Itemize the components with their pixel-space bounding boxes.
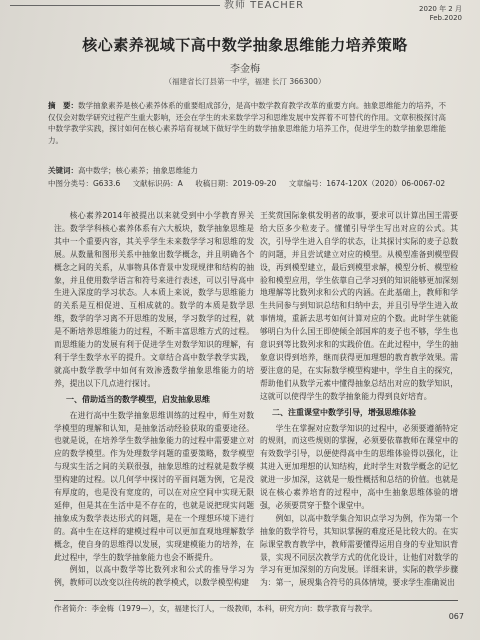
page-number: 067 xyxy=(448,612,464,621)
header-rule xyxy=(10,5,220,6)
paragraph: 例如，以高中数学集合知识点学习为例，作为第一个抽象的数学符号，其知识掌握的难度还是比较大的。在实际课堂教育教学中，教师需要懂得运用自身的专业知识背景，实现不同层次教学方式的优化设计，让他们对数学的学习有更加深刻的方向发展。详细来讲，实际的教学步骤为：第一，展现集合符号的具体情境，要求学生准确说出 xyxy=(260,513,458,588)
issue-info xyxy=(419,5,462,23)
class-number: 中图分类号：G633.6 xyxy=(48,179,121,188)
body-column-left xyxy=(54,210,254,590)
article-title: 核心素养视域下高中数学抽象思维能力培养策略 xyxy=(82,36,408,54)
paragraph: 学生在掌握对应数学知识的过程中，必须要遵循特定的规则，而这些规则的掌握，必须要依靠教师在课堂中的有效数学引导，以便使得高中生的思维体验得以强化，让其进入更加理想的认知结构，此时学生对数学概念的记忆就进一步加深，这就是一般性概括和总结的价值。也就是说在核心素养培育的过程中，高中生抽象思维体验的增强，必须要贯穿于整个课堂中。 xyxy=(260,423,458,510)
issue-date-en: Feb.2020 xyxy=(429,14,462,22)
article-author: 李金梅 xyxy=(230,64,260,75)
article-number: 文章编号：1674-120X（2020）06-0067-02 xyxy=(288,179,446,188)
paragraph: 王奖赏国际象棋发明者的故事，要求可以计算出国王需要给大臣多少粒麦子。懂懂引导学生写出对应的公式。其次，引导学生进入自学的状态，让其探讨实际的麦子总数的问题，并且尝试建立对应的模型。从模型准备到模型假设，再到模型建立，最后到模型求解，模型分析、模型检验和模型应用，学生依靠自己学习到的知识能够更加深刻地理解等比数列求和公式的内涵。在此基础上，教师和学生共同参与到知识总结和归纳中去，并且引导学生进入故事情境，重新去思考如何计算对应的个数。此时学生就能够明白为什么国王即使倾全部国库的麦子也不够，学生也意识到等比数列求和的实践价值。在此过程中，学生的抽象意识得到培养，继而获得更加理想的教育教学效果。需要注意的是，在实际数学模型构建中，学生自主的探究，帮助他们从数学元素中懂得抽象总结出对应的数学知识，这就可以使得学生的数学抽象能力得到良好培育。 xyxy=(260,211,458,401)
section-heading: 二、注重课堂中数学引导，增强思维体验 xyxy=(272,407,416,417)
footnote-rule xyxy=(54,600,458,601)
issue-date: 2020 年 2 月 xyxy=(419,5,462,13)
paragraph: 例如，以高中数学等比数列求和公式的推导学习为例，教师可以改变以往传统的教学模式，以数学模型构建 xyxy=(54,565,254,588)
journal-name: 教师 TEACHER xyxy=(224,0,305,11)
journal-header xyxy=(10,0,310,12)
author-affiliation: （福建省长汀县第一中学，福建 长汀 366300） xyxy=(164,77,326,86)
author-bio-footnote: 作者简介：李金梅（1979—），女，福建长汀人，一级教师，本科，研究方向：数学教育与教学。 xyxy=(54,604,377,613)
section-heading: 一、借助适当的数学模型，启发抽象思维 xyxy=(66,394,210,404)
keywords-text: 高中数学；核心素养；抽象思维能力 xyxy=(78,166,198,175)
paragraph: 在进行高中生数学抽象思维训练的过程中，师生对数学模型的理解和认知，是抽象活动经验获取的重要途径。也就是说，在培养学生数学抽象能力的过程中需要建立对应的数学模型。作为处理数学问题的重要策略，数学模型与现实生活之间的关联很强，抽象思维的过程就是数学模型构建的过程。以几何学中探讨的平面问题为例，它是没有厚度的，也是没有宽度的，可以在对应空间中实现无限延伸，但是其在生活中是不存在的，也就是说把现实问题抽象成为数学表达形式的问题，是在一个理想环境下进行的。高中生在这样的建模过程中可以更加直观地理解数学概念，使自身的思维得以发展，实现建模能力的培养，在此过程中，学生的数学抽象能力也会不断提升。 xyxy=(54,410,254,562)
keywords xyxy=(48,165,446,176)
abstract-text: 数学抽象素养是核心素养体系的重要组成部分，是高中数学教育教学改革的重要方向。抽象思维能力的培养，不仅仅会对数学研究过程产生重大影响，还会在学生的未来数学学习和思维发展中发挥着不可替代的作用。文章积极探讨高中数学教学实践，探讨如何在核心素养培育视域下做好学生的数学抽象思维能力培养工作，促进学生的数学抽象思维能力。 xyxy=(48,101,447,145)
classification-line xyxy=(48,178,458,189)
body-column-right xyxy=(260,210,458,590)
abstract xyxy=(48,100,446,146)
paragraph: 核心素养2014年被提出以来就受到中小学教育界关注。数学学科核心素养体系有六大板块，数学抽象思维是其中一个重要内容，其关乎学生未来数学学习和思维的发展。从数量和图形关系中抽象出数学概念，并且明确各个概念之间的关系，从事物具体背景中发现规律和结构的抽象，并且使用数学语言和符号来进行表述，可以引导高中生进入深度的学习状态。人本质上来说，数学与思维能力的关系是互相促进、互相成就的。数学的本质是数学思维，数学的学习离不开思维的发展，学习数学的过程，就是不断培养思维能力的过程，不断丰富思维方式的过程。而思维能力的发展有利于促进学生对数学知识的理解，有利于学生数学水平的提升。文章结合高中数学教学实践，就高中数学教学中如何有效渗透数学抽象思维能力的培养，提出以下几点进行探讨。 xyxy=(54,211,254,388)
document-code: 文献标识码：A xyxy=(132,179,183,188)
keywords-label: 关键词： xyxy=(48,166,78,175)
received-date: 收稿日期：2019-09-20 xyxy=(195,179,277,188)
abstract-label: 摘 要： xyxy=(48,101,79,110)
